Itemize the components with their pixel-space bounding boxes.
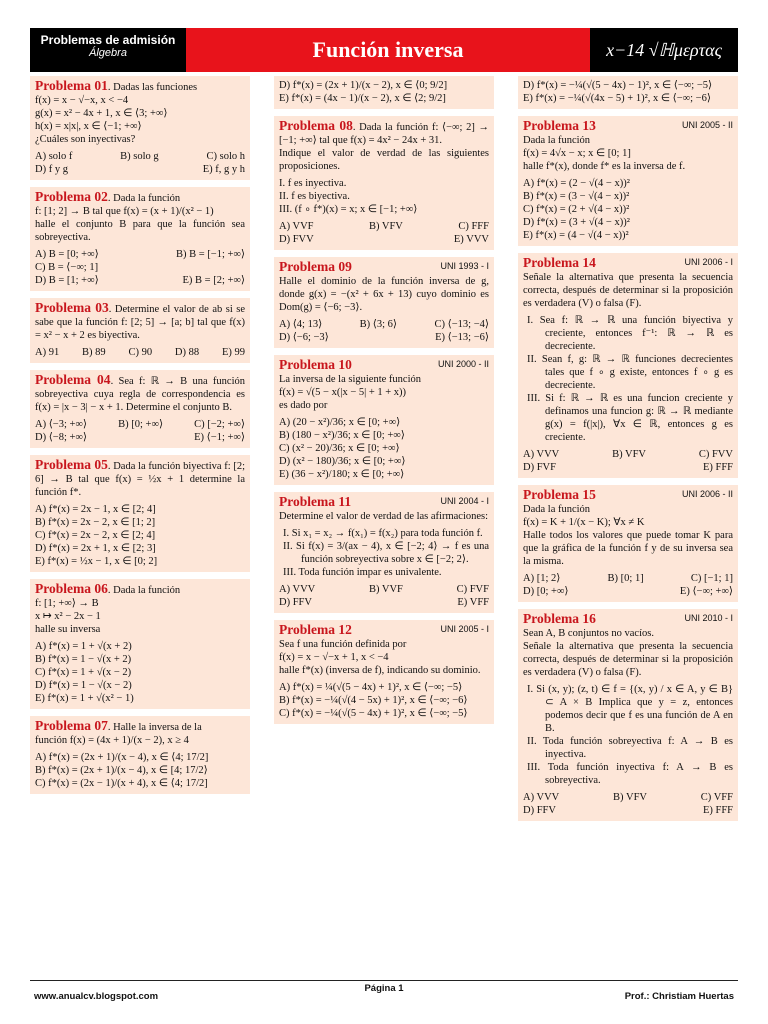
answer-option: A) [1; 2⟩ [523,573,561,584]
text-line: Señale la alternativa que presenta la secuencia correcta, después de determinar si la proposición es verdadera (V) o falsa (F). [523,641,733,678]
column-3 [518,76,738,828]
text-line: I. Si (x, y); (z, t) ∈ f = {(x, y) / x ∈ A, y ∈ B} ⊂ A × B Implica que y = z, entonces podemos decir que f es una función de A en B. [527,684,733,734]
text-line: Sean A, B conjuntos no vacíos. [523,628,654,639]
problem-title: Problema 07 [35,718,108,733]
answer-option: A) VVV [523,792,560,803]
text-line: f(x) = √(5 − x(|x − 5| + 1 + x)) [279,387,407,398]
text-line: Indique el valor de verdad de las siguientes proposiciones. [279,148,489,172]
text-line: A) f*(x) = 2x − 1, x ∈ [2; 4] [35,504,156,515]
answer-options [279,318,489,331]
problem-title: Problema 10 [279,357,352,372]
answer-option: B) ⟨3; 6⟩ [359,319,398,330]
problem-box [30,76,250,180]
text-line: A) f*(x) = ¼(√(5 − 4x) + 1)², x ∈ ⟨−∞; −5⟩ [279,682,463,693]
answer-option: A) 91 [35,347,60,358]
answer-option: D) 88 [174,347,200,358]
text-line: La inversa de la siguiente función [279,374,421,385]
answer-options [35,346,245,359]
problem-title: Problema 02 [35,189,108,204]
answer-option: A) solo f [35,151,73,162]
text-line: B) f*(x) = 2x − 2, x ∈ [1; 2] [35,517,156,528]
answer-options [35,248,245,261]
text-line: C) B = ⟨−∞; 1] [35,262,99,273]
answer-option: E) VVV [453,234,489,245]
text-line: C) f*(x) = 1 + √(x − 2) [35,667,132,678]
text-line: f(x) = x − √−x + 1, x < −4 [279,652,389,663]
text-line: x ↦ x² − 2x − 1 [35,611,101,622]
answer-option: C) FFF [458,221,489,232]
text-line: D) f*(x) = (2x + 1)/(x − 2), x ∈ ⟨0; 9/2] [279,80,448,91]
text-line: g(x) = x² − 4x + 1, x ∈ ⟨3; +∞⟩ [35,108,168,119]
answer-option: C) FVF [456,584,489,595]
answer-option: E) ⟨−∞; +∞⟩ [679,586,733,597]
text-line: h(x) = x|x|, x ∈ ⟨−1; +∞⟩ [35,121,142,132]
problem-intro: . Dada la función [107,585,181,596]
text-line: Halle todos los valores que puede tomar K para que la gráfica de la función f y de su inversa sea la misma. [523,530,733,567]
answer-option: E) VFF [457,597,489,608]
answer-options [35,418,245,431]
answer-option: E) ⟨−13; −6⟩ [435,332,489,343]
answer-options [279,220,489,233]
answer-options [279,596,489,609]
text-line: Halle el dominio de la función inversa de g, donde g(x) = −(x² + 6x + 13) cuyo dominio es Dom(g) = ⟨−6; −3⟩. [279,276,489,313]
text-line: D) f*(x) = 1 − √(x − 2) [35,680,132,691]
answer-options [523,572,733,585]
footer-page: Página 1 [364,983,404,994]
problem-title: Problema 08 [279,118,353,133]
answer-option: D) [0; +∞⟩ [523,586,569,597]
text-line: C) f*(x) = −¼(√(5 − 4x) + 1)², x ∈ ⟨−∞; −5⟩ [279,708,468,719]
exam-source: UNI 2010 - I [684,613,733,623]
problem-title: Problema 09 [279,259,352,274]
problem-box [274,355,494,485]
answer-options [35,150,245,163]
text-line: E) f*(x) = (4x − 1)/(x − 2), x ∈ ⟨2; 9/2] [279,93,446,104]
header-subject [30,28,186,72]
text-line: E) (36 − x²)/180; x ∈ [0; +∞⟩ [279,469,405,480]
problem-statement [35,582,245,597]
problem-box [30,298,250,363]
text-line: halle su inversa [35,624,101,635]
text-line: II. Si f(x) = 3/(ax − 4), x ∈ [−2; 4⟩ → f es una función sobreyectiva sobre x ∈ [−2; 2⟩. [283,541,489,565]
text-line: I. f es inyectiva. [279,178,347,189]
answer-option: C) [−2; +∞⟩ [194,419,245,430]
text-line: C) f*(x) = (2x − 1)/(x + 4), x ∈ ⟨4; 17/2] [35,778,208,789]
text-line: D) f*(x) = 2x + 1, x ∈ [2; 3] [35,543,156,554]
text-line: Determine el valor de verdad de las afirmaciones: [279,511,489,522]
answer-options [35,163,245,176]
answer-option: C) FVV [698,449,733,460]
text-line: A) (20 − x²)/36; x ∈ [0; +∞⟩ [279,417,401,428]
text-line: halle el conjunto B para que la función sea sobreyectiva. [35,219,245,243]
text-line: II. f es biyectiva. [279,191,350,202]
problem-title: Problema 04 [35,372,111,387]
text-line: E) f*(x) = (4 − √(4 − x))² [523,230,629,241]
answer-options [523,448,733,461]
exam-source: UNI 1993 - I [440,261,489,271]
problem-intro: . Dadas las funciones [107,82,198,93]
text-line: D) f*(x) = −¼(√(5 − 4x) − 1)², x ∈ ⟨−∞; −5⟩ [523,80,713,91]
answer-option: C) 90 [128,347,153,358]
exam-source: UNI 2000 - II [437,359,489,369]
answer-option: D) ⟨−8; +∞⟩ [35,432,88,443]
problem-title: Problema 15 [523,487,596,502]
problem-box [30,579,250,709]
answer-option: C) solo h [206,151,245,162]
answer-option: B) VFV [368,221,403,232]
problem-title: Problema 16 [523,611,596,626]
page-header [30,28,738,72]
text-line: halle f*(x) (inversa de f), indicando su dominio. [279,665,481,676]
text-line: función f(x) = (4x + 1)/(x − 2), x ≥ 4 [35,735,189,746]
text-line: f(x) = 4√x − x; x ∈ [0; 1] [523,148,631,159]
problem-intro: . Dada la función [107,193,181,204]
answer-option: A) ⟨−3; +∞⟩ [35,419,88,430]
problem-title: Problema 06 [35,581,108,596]
problem-statement [35,79,245,94]
problem-statement [35,301,245,342]
text-line: D) (x² − 180)/36; x ∈ [0; +∞⟩ [279,456,406,467]
text-line: III. Toda función inyectiva f: A → B es sobreyectiva. [527,762,733,786]
text-line: Dada la función [523,504,591,515]
problem-box [518,116,738,246]
text-line: A) f*(x) = (2x + 1)/(x − 4), x ∈ ⟨4; 17/2] [35,752,209,763]
answer-options [35,274,245,287]
answer-options [279,583,489,596]
answer-option: B) VVF [368,584,403,595]
answer-options [279,233,489,246]
problem-statement [279,119,489,147]
answer-option: B) [0; +∞⟩ [118,419,164,430]
problem-box [30,187,250,291]
text-line: E) f*(x) = 1 + √(x² − 1) [35,693,134,704]
footer-author: Prof.: Christiam Huertas [624,991,734,1002]
answer-option: E) FFF [702,462,733,473]
answer-options [35,431,245,444]
exam-source: UNI 2004 - I [440,496,489,506]
text-line: Sea f una función definida por [279,639,407,650]
text-line: B) f*(x) = (3 − √(4 − x))² [523,191,630,202]
problem-box [518,485,738,602]
answer-option: B) [0; 1] [607,573,644,584]
column-2 [274,76,494,731]
text-line: f: [1; +∞⟩ → B [35,598,99,609]
answer-options [523,585,733,598]
problem-title: Problema 12 [279,622,352,637]
text-line: es dado por [279,400,328,411]
text-line: A) f*(x) = (2 − √(4 − x))² [523,178,630,189]
page-title: Función inversa [186,28,590,72]
text-line: C) f*(x) = (2 + √(4 − x))² [523,204,630,215]
text-line: Dada la función [523,135,591,146]
problem-box [274,116,494,250]
header-line1: Problemas de admisión [40,33,176,47]
problem-statement [35,719,245,734]
answer-option: A) VVV [523,449,560,460]
problem-intro: . Halle la inversa de la [107,722,202,733]
exam-source: UNI 2005 - I [440,624,489,634]
answer-option: A) ⟨4; 13⟩ [279,319,323,330]
exam-source: UNI 2006 - I [684,257,733,267]
problem-intro: . Dada la función f: ⟨−∞; 2] → [−1; +∞⟩ tal que f(x) = 4x² − 24x + 31. [279,122,489,146]
answer-option: A) VVF [279,221,314,232]
problem-title: Problema 01 [35,78,108,93]
text-line: ¿Cuáles son inyectivas? [35,134,136,145]
answer-option: C) ⟨−13; −4⟩ [434,319,489,330]
problem-box [518,609,738,821]
text-line: B) f*(x) = (2x + 1)/(x − 4), x ∈ [4; 17/2⟩ [35,765,208,776]
text-line: Señale la alternativa que presenta la secuencia correcta, después de determinar si la proposición es verdadera (V) o falsa (F). [523,272,733,309]
problem-title: Problema 03 [35,300,109,315]
text-line: C) (x² − 20)/36; x ∈ [0; +∞⟩ [279,443,400,454]
answer-option: E) B = [2; +∞⟩ [182,275,245,286]
answer-option: B) VFV [613,792,647,803]
answer-option: D) FVV [279,234,314,245]
problem-statement [35,190,245,205]
answer-options [279,331,489,344]
text-line: f(x) = x − √−x, x < −4 [35,95,129,106]
text-line: I. Sea f: ℝ → ℝ una función biyectiva y creciente, entonces f⁻¹: ℝ → ℝ es decreciente. [527,315,733,352]
answer-option: D) FFV [279,597,312,608]
header-line2: Álgebra [89,47,127,59]
problem-statement [35,373,245,414]
problem-title: Problema 13 [523,118,596,133]
answer-options [523,804,733,817]
problem-title: Problema 14 [523,255,596,270]
answer-option: B) solo g [120,151,159,162]
text-line: II. Toda función sobreyectiva f: A → B es inyectiva. [527,736,733,760]
problem-box [30,370,250,448]
problem-box [518,253,738,478]
problem-title: Problema 11 [279,494,352,509]
answer-option: E) 99 [221,347,245,358]
problem-statement [35,458,245,499]
answer-option: E) FFF [702,805,733,816]
answer-options [523,791,733,804]
page-footer [30,980,738,1002]
answer-option: D) FFV [523,805,556,816]
text-line: III. (f ∘ f*)(x) = x; x ∈ [−1; +∞⟩ [279,204,418,215]
text-line: D) f*(x) = (3 + √(4 − x))² [523,217,630,228]
text-line: III. Toda función impar es univalente. [283,567,442,578]
answer-option: A) B = [0; +∞⟩ [35,249,99,260]
problem-box [30,716,250,794]
text-line: B) (180 − x²)/36; x ∈ [0; +∞⟩ [279,430,405,441]
footer-site: www.anualcv.blogspot.com [34,991,159,1002]
text-line: I. Si x₁ = x₂ → f(x₁) = f(x₂) para toda función f. [283,528,483,539]
problem-box [30,455,250,572]
problem-box [274,620,494,724]
answer-option: D) f y g [35,164,68,175]
text-line: halle f*(x), donde f* es la inversa de f. [523,161,686,172]
text-line: A) f*(x) = 1 + √(x + 2) [35,641,132,652]
problem-intro: . Determine el valor de ab si se sabe que la función f: [2; 5] → [a; b] tal que f(x) = x² − x + 2 es biyectiva. [35,304,245,341]
answer-options [523,461,733,474]
answer-option: E) f, g y h [202,164,245,175]
text-line: f(x) = K + 1/(x − K); ∀x ≠ K [523,517,645,528]
answer-option: D) B = [1; +∞⟩ [35,275,99,286]
text-line: E) f*(x) = ½x − 1, x ∈ [0; 2] [35,556,158,567]
problem-intro: . Dada la función biyectiva f: [2; 6] → B tal que f(x) = ½x + 1 determine la función f*. [35,461,245,498]
problem-box [274,257,494,348]
text-line: II. Sean f, g: ℝ → ℝ funciones decrecientes tales que f ∘ g existe, entonces f ∘ g es decreciente. [527,354,733,391]
problem-box [274,492,494,613]
text-line: III. Si f: ℝ → ℝ es una funcion creciente y definamos una funcion g: ℝ → ℝ mediante g(x) = f(|x|), ∀x ∈ ℝ, entonces g es creciente. [527,393,733,443]
problem-intro: . Sea f: ℝ → B una función sobreyectiva cuya regla de correspondencia es f(x) = |x − 3| − x + 1. Determine el conjunto B. [35,376,245,413]
exam-source: UNI 2005 - II [681,120,733,130]
column-1 [30,76,250,801]
author-logo: x−14 √ℍμερτας [590,28,738,72]
answer-option: D) FVF [523,462,556,473]
problem-box [518,76,738,109]
answer-option: D) ⟨−6; −3⟩ [279,332,329,343]
answer-option: B) B = [−1; +∞⟩ [175,249,245,260]
answer-option: B) 89 [82,347,106,358]
answer-option: E) ⟨−1; +∞⟩ [194,432,245,443]
answer-option: B) VFV [612,449,647,460]
answer-option: C) [−1; 1] [690,573,733,584]
text-line: f: [1; 2] → B tal que f(x) = (x + 1)/(x² − 1) [35,206,214,217]
text-line: B) f*(x) = −¼(√(4 − 5x) + 1)², x ∈ ⟨−∞; −6⟩ [279,695,468,706]
text-line: B) f*(x) = 1 − √(x + 2) [35,654,132,665]
text-line: E) f*(x) = −¼(√(4x − 5) + 1)², x ∈ ⟨−∞; −6⟩ [523,93,711,104]
text-line: C) f*(x) = 2x − 2, x ∈ [2; 4] [35,530,156,541]
problem-box [274,76,494,109]
problem-title: Problema 05 [35,457,108,472]
exam-source: UNI 2006 - II [681,489,733,499]
answer-option: A) VVV [279,584,316,595]
answer-option: C) VFF [700,792,733,803]
